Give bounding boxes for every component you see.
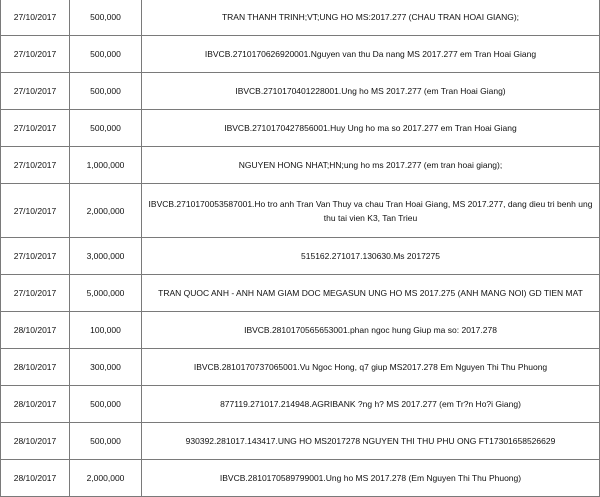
description-cell: IBVCB.2810170565653001.phan ngoc hung Giup ma so: 2017.278: [142, 312, 600, 349]
amount-cell: 500,000: [70, 386, 142, 423]
date-cell: 28/10/2017: [1, 386, 70, 423]
amount-cell: 500,000: [70, 73, 142, 110]
date-cell: 28/10/2017: [1, 460, 70, 497]
date-cell: 27/10/2017: [1, 238, 70, 275]
description-cell: TRAN THANH TRINH;VT;UNG HO MS:2017.277 (CHAU TRAN HOAI GIANG);: [142, 0, 600, 36]
amount-cell: 500,000: [70, 36, 142, 73]
description-cell: IBVCB.2710170401228001.Ung ho MS 2017.277 (em Tran Hoai Giang): [142, 73, 600, 110]
date-cell: 28/10/2017: [1, 312, 70, 349]
date-cell: 27/10/2017: [1, 275, 70, 312]
description-cell: IBVCB.2710170053587001.Ho tro anh Tran Van Thuy va chau Tran Hoai Giang, MS 2017.277, dang dieu tri benh ung thu tai vien K3, Tan Trieu: [142, 184, 600, 238]
amount-cell: 2,000,000: [70, 184, 142, 238]
table-row: [1, 349, 600, 386]
table-row: [1, 238, 600, 275]
table-row: [1, 0, 600, 36]
table-row: [1, 275, 600, 312]
description-cell: NGUYEN HONG NHAT;HN;ung ho ms 2017.277 (em tran hoai giang);: [142, 147, 600, 184]
description-cell: 515162.271017.130630.Ms 2017275: [142, 238, 600, 275]
table-row: [1, 110, 600, 147]
description-cell: IBVCB.2810170589799001.Ung ho MS 2017.278 (Em Nguyen Thi Thu Phuong): [142, 460, 600, 497]
table-row: [1, 460, 600, 497]
amount-cell: 1,000,000: [70, 147, 142, 184]
date-cell: 27/10/2017: [1, 110, 70, 147]
description-cell: 877119.271017.214948.AGRIBANK ?ng h? MS 2017.277 (em Tr?n Ho?i Giang): [142, 386, 600, 423]
amount-cell: 5,000,000: [70, 275, 142, 312]
description-cell: TRAN QUOC ANH - ANH NAM GIAM DOC MEGASUN UNG HO MS 2017.275 (ANH MANG NOI) GD TIEN MAT: [142, 275, 600, 312]
date-cell: 28/10/2017: [1, 349, 70, 386]
table-row: [1, 184, 600, 238]
amount-cell: 3,000,000: [70, 238, 142, 275]
table-row: [1, 147, 600, 184]
description-cell: IBVCB.2710170427856001.Huy Ung ho ma so 2017.277 em Tran Hoai Giang: [142, 110, 600, 147]
description-cell: IBVCB.2810170737065001.Vu Ngoc Hong, q7 giup MS2017.278 Em Nguyen Thi Thu Phuong: [142, 349, 600, 386]
table-row: [1, 423, 600, 460]
table-row: [1, 36, 600, 73]
amount-cell: 500,000: [70, 423, 142, 460]
date-cell: 27/10/2017: [1, 184, 70, 238]
table-row: [1, 386, 600, 423]
date-cell: 27/10/2017: [1, 0, 70, 36]
date-cell: 27/10/2017: [1, 147, 70, 184]
description-cell: 930392.281017.143417.UNG HO MS2017278 NGUYEN THI THU PHU ONG FT17301658526629: [142, 423, 600, 460]
amount-cell: 2,000,000: [70, 460, 142, 497]
date-cell: 27/10/2017: [1, 36, 70, 73]
amount-cell: 300,000: [70, 349, 142, 386]
table-row: [1, 312, 600, 349]
table-row: [1, 73, 600, 110]
description-cell: IBVCB.2710170626920001.Nguyen van thu Da nang MS 2017.277 em Tran Hoai Giang: [142, 36, 600, 73]
amount-cell: 100,000: [70, 312, 142, 349]
amount-cell: 500,000: [70, 110, 142, 147]
date-cell: 28/10/2017: [1, 423, 70, 460]
date-cell: 27/10/2017: [1, 73, 70, 110]
amount-cell: 500,000: [70, 0, 142, 36]
